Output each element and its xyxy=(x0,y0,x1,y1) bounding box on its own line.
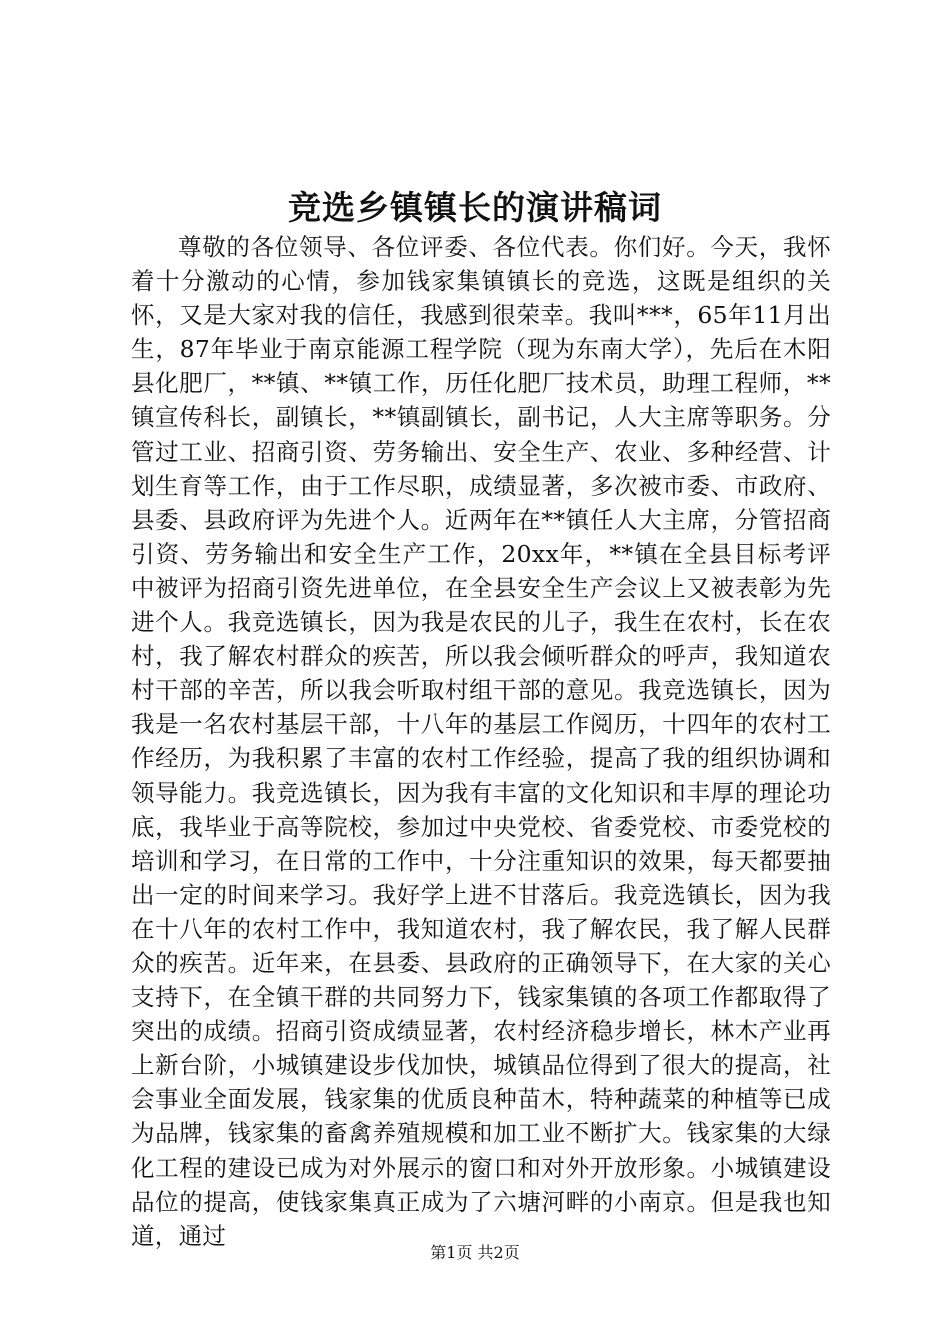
document-title: 竞选乡镇镇长的演讲稿词 xyxy=(288,188,662,227)
page-footer xyxy=(0,1242,950,1264)
speech-body-paragraph: 尊敬的各位领导、各位评委、各位代表。你们好。今天，我怀着十分激动的心情，参加钱家集镇镇长的竞选，这既是组织的关怀，又是大家对我的信任，我感到很荣幸。我叫***，65年11月出生，87年毕业于南京能源工程学院（现为东南大学），先后在木阳县化肥厂，**镇、**镇工作，历任化肥厂技术员，助理工程师，**镇宣传科长，副镇长，**镇副镇长，副书记，人大主席等职务。分管过工业、招商引资、劳务输出、安全生产、农业、多种经营、计划生育等工作，由于工作尽职，成绩显著，多次被市委、市政府、县委、县政府评为先进个人。近两年在**镇任人大主席，分管招商引资、劳务输出和安全生产工作，20xx年，**镇在全县目标考评中被评为招商引资先进单位，在全县安全生产会议上又被表彰为先进个人。我竞选镇长，因为我是农民的儿子，我生在农村，长在农村，我了解农村群众的疾苦，所以我会倾听群众的呼声，我知道农村干部的辛苦，所以我会听取村组干部的意见。我竞选镇长，因为我是一名农村基层干部，十八年的基层工作阅历，十四年的农村工作经历，为我积累了丰富的农村工作经验，提高了我的组织协调和领导能力。我竞选镇长，因为我有丰富的文化知识和丰厚的理论功底，我毕业于高等院校，参加过中央党校、省委党校、市委党校的培训和学习，在日常的工作中，十分注重知识的效果，每天都要抽出一定的时间来学习。我好学上进不甘落后。我竞选镇长，因为我在十八年的农村工作中，我知道农村，我了解农民，我了解人民群众的疾苦。近年来，在县委、县政府的正确领导下，在大家的关心支持下，在全镇干群的共同努力下，钱家集镇的各项工作都取得了突出的成绩。招商引资成绩显著，农村经济稳步增长，林木产业再上新台阶，小城镇建设步伐加快，城镇品位得到了很大的提高，社会事业全面发展，钱家集的优质良种苗木，特种蔬菜的种植等已成为品牌，钱家集的畜禽养殖规模和加工业不断扩大。钱家集的大绿化工程的建设已成为对外展示的窗口和对外开放形象。小城镇建设品位的提高，使钱家集真正成为了六塘河畔的小南京。但是我也知道，通过 xyxy=(131,233,831,1250)
page-number-label: 第1页 共2页 xyxy=(430,1243,520,1262)
